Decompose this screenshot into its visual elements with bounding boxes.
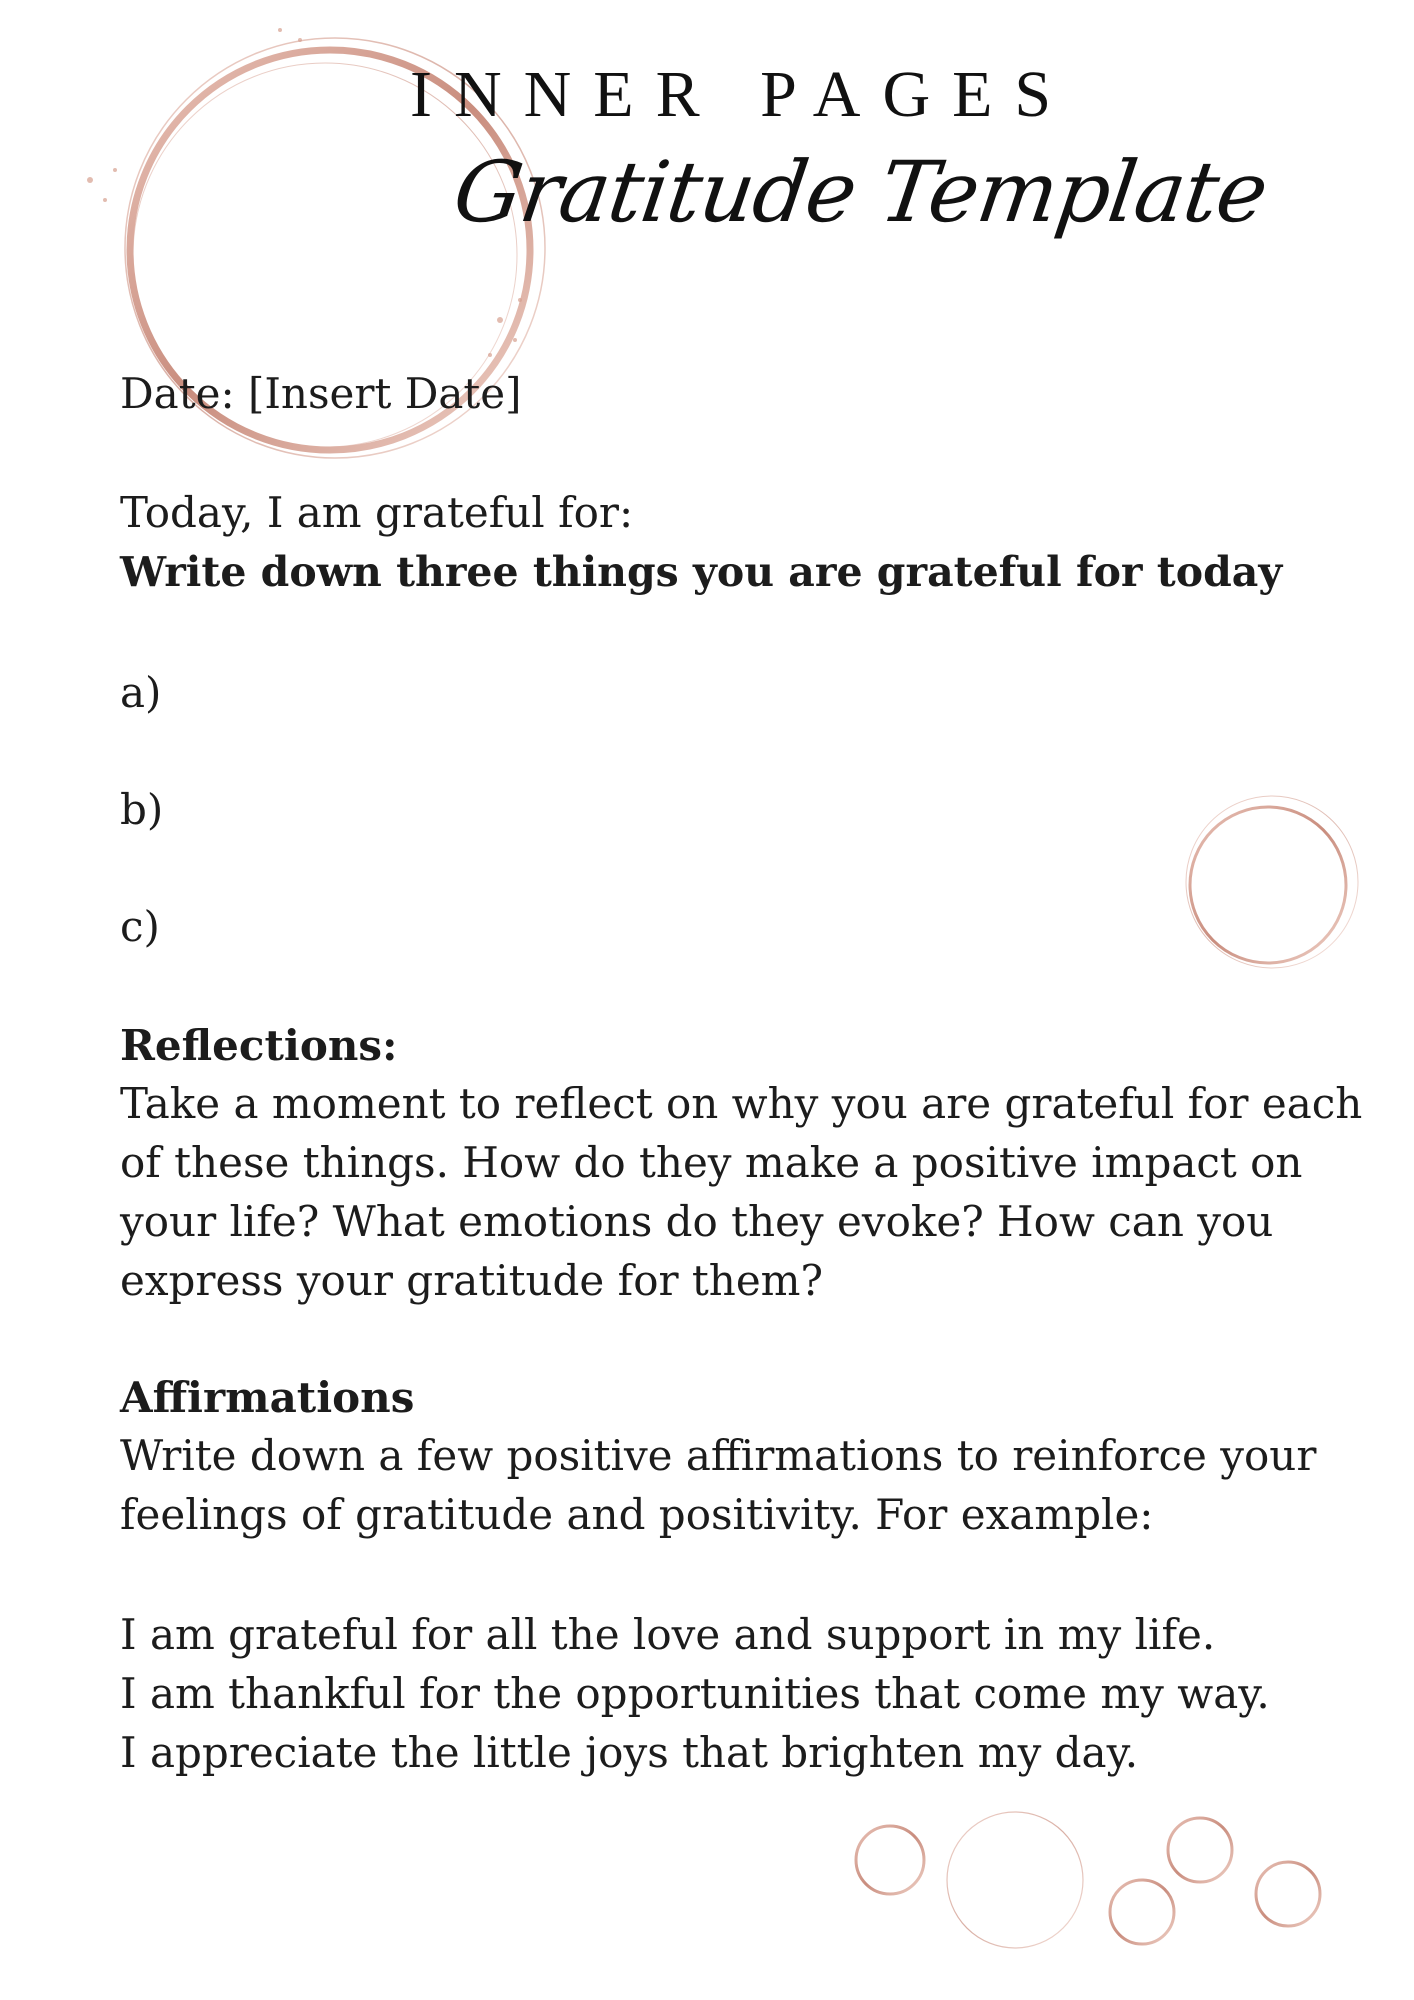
bottom-circles-ornament xyxy=(856,1812,1320,1948)
reflections-heading: Reflections: xyxy=(120,1021,398,1070)
gratitude-item-b: b) xyxy=(120,785,164,834)
header-eyebrow: INNER PAGES xyxy=(410,58,1074,131)
gratitude-item-a: a) xyxy=(120,668,162,717)
affirmations-heading: Affirmations xyxy=(120,1373,415,1422)
affirmations-body: Write down a few positive affirmations to reinforce your feelings of gratitude and positivity. For example: xyxy=(120,1431,1317,1539)
gratitude-item-c: c) xyxy=(120,902,160,951)
page-title: Gratitude Template xyxy=(448,143,1273,241)
gratitude-instruction: Write down three things you are grateful for today xyxy=(120,548,1283,596)
reflections-body: Take a moment to reflect on why you are grateful for each of these things. How do they make a positive impact on your life? What emotions do they evoke? How can you express your gratitude for them? xyxy=(120,1079,1363,1305)
date-line: Date: [Insert Date] xyxy=(120,369,522,418)
gratitude-intro: Today, I am grateful for: xyxy=(120,488,634,537)
affirmation-example-1: I am grateful for all the love and support in my life. xyxy=(120,1610,1216,1659)
mid-right-circle-ornament xyxy=(1186,796,1358,968)
affirmation-example-2: I am thankful for the opportunities that come my way. xyxy=(120,1669,1270,1718)
affirmation-example-3: I appreciate the little joys that brighten my day. xyxy=(120,1728,1139,1777)
